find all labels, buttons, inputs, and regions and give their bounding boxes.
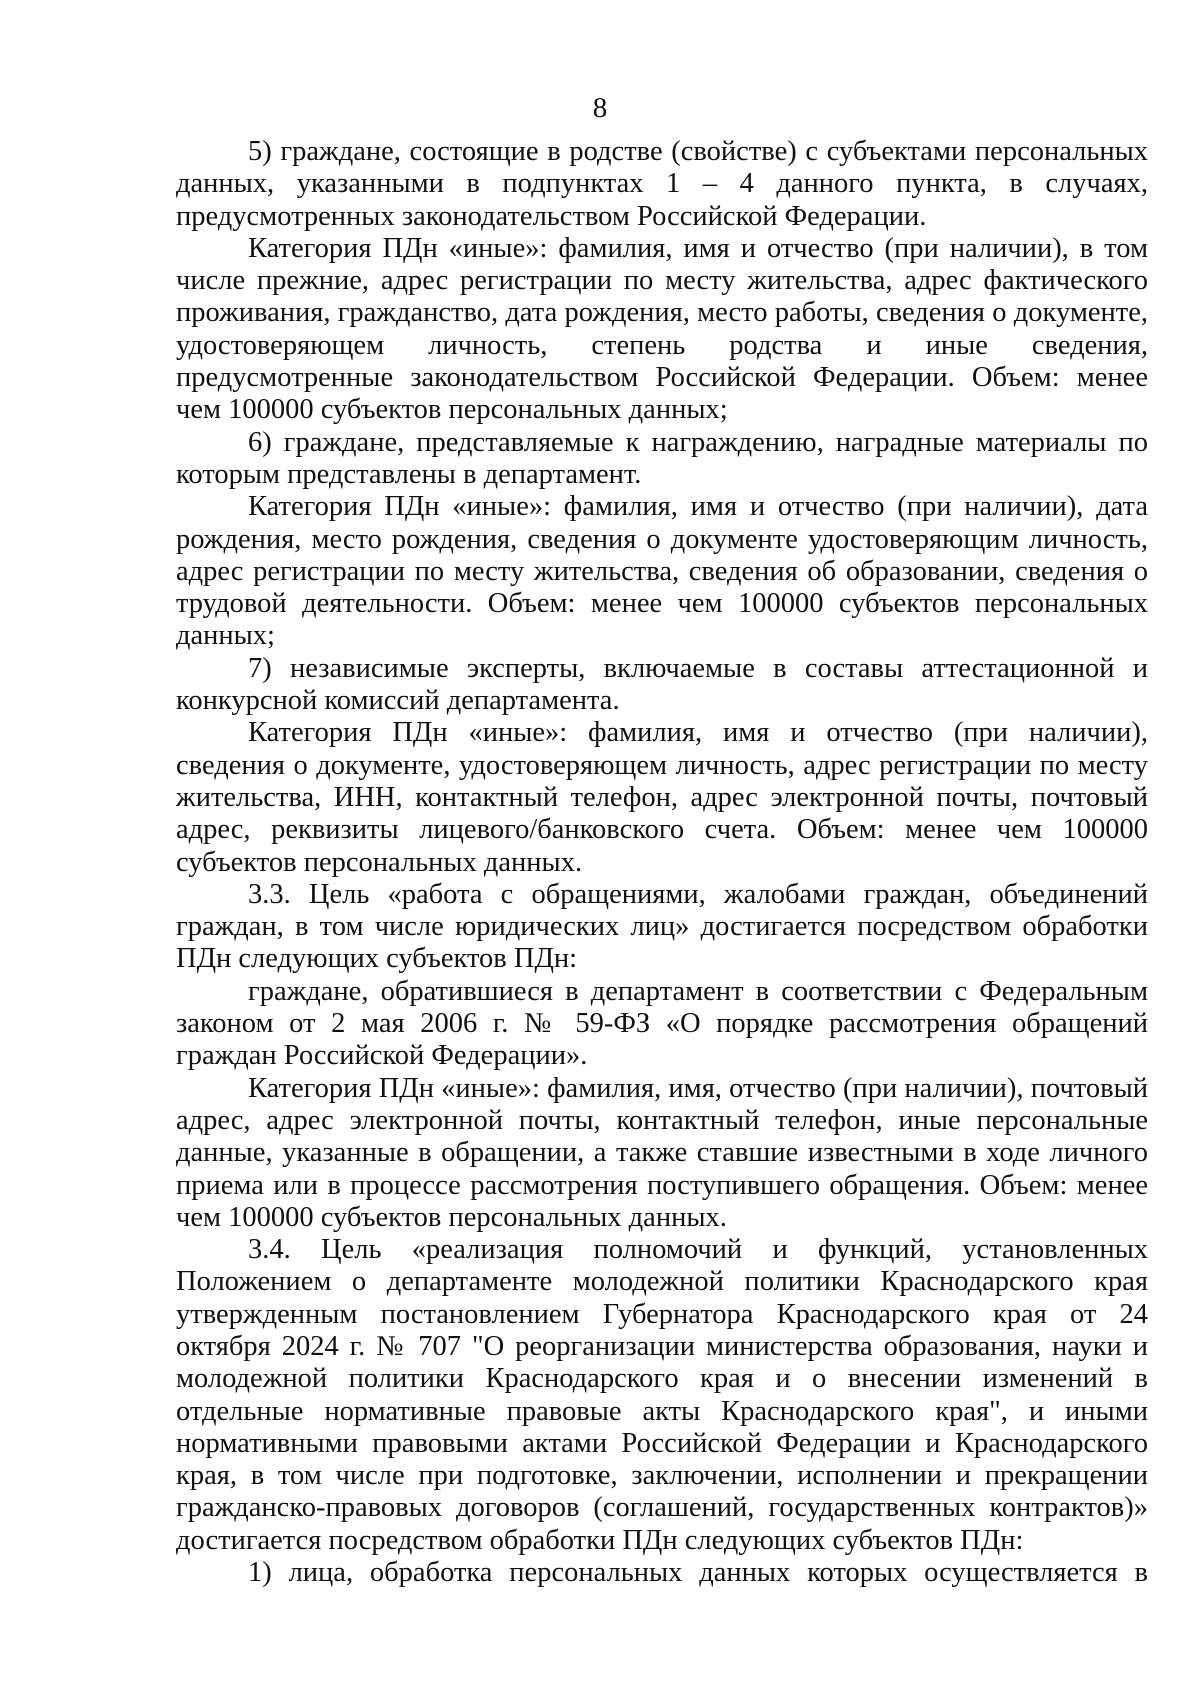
paragraph-section-3-3: 3.3. Цель «работа с обращениями, жалобами граждан, объединений граждан, в том числе юридических лиц» достигается посредством обработки ПДн следующих субъектов ПДн: bbox=[176, 878, 1148, 975]
document-body bbox=[176, 136, 1148, 1589]
paragraph-category-awardees: Категория ПДн «иные»: фамилия, имя и отчество (при наличии), дата рождения, место рождения, сведения о документе удостоверяющим личность, адрес регистрации по месту жительства, сведения об образовании, сведения о трудовой деятельности. Объем: менее чем 100000 субъектов персональных данных; bbox=[176, 491, 1148, 652]
paragraph-item-5-relatives: 5) граждане, состоящие в родстве (свойстве) с субъектами персональных данных, указанными в подпунктах 1 – 4 данного пункта, в случаях, предусмотренных законодательством Российской Федерации. bbox=[176, 136, 1148, 232]
paragraph-item-1-persons: 1) лица, обработка персональных данных которых осуществляется в bbox=[248, 1557, 1148, 1589]
paragraph-category-appeals: Категория ПДн «иные»: фамилия, имя, отчество (при наличии), почтовый адрес, адрес электронной почты, контактный телефон, иные персональные данные, указанные в обращении, а также ставшие известными в ходе личного приема или в процессе рассмотрения поступившего обращения. Объем: менее чем 100000 субъектов персональных данных. bbox=[176, 1072, 1148, 1233]
paragraph-item-6-awardees: 6) граждане, представляемые к награждению, наградные материалы по которым представлены в департамент. bbox=[176, 426, 1148, 490]
paragraph-category-experts: Категория ПДн «иные»: фамилия, имя и отчество (при наличии), сведения о документе, удостоверяющем личность, адрес регистрации по месту жительства, ИНН, контактный телефон, адрес электронной почты, почтовый адрес, реквизиты лицевого/банковского счета. Объем: менее чем 100000 субъектов персональных данных. bbox=[176, 717, 1148, 878]
paragraph-item-7-experts: 7) независимые эксперты, включаемые в составы аттестационной и конкурсной комиссий департамента. bbox=[176, 652, 1148, 717]
paragraph-category-relatives: Категория ПДн «иные»: фамилия, имя и отчество (при наличии), в том числе прежние, адрес регистрации по месту жительства, адрес фактического проживания, гражданство, дата рождения, место работы, сведения о документе, удостоверяющем личность, степень родства и иные сведения, предусмотренные законодательством Российской Федерации. Объем: менее чем 100000 субъектов персональных данных; bbox=[176, 232, 1148, 426]
paragraph-section-3-4: 3.4. Цель «реализация полномочий и функций, установленных Положением о департаменте молодежной политики Краснодарского края утвержденным постановлением Губернатора Краснодарского края от 24 октября 2024 г. № 707 "О реорганизации министерства образования, науки и молодежной политики Краснодарского края и о внесении изменений в отдельные нормативные правовые акты Краснодарского края", и иными нормативными правовыми актами Российской Федерации и Краснодарского края, в том числе при подготовке, заключении, исполнении и прекращении гражданско-правовых договоров (соглашений, государственных контрактов)» достигается посредством обработки ПДн следующих субъектов ПДн: bbox=[176, 1234, 1148, 1556]
page-number: 8 bbox=[592, 92, 608, 124]
paragraph-citizens-appeals: граждане, обратившиеся в департамент в соответствии с Федеральным законом от 2 мая 2006 г. № 59-ФЗ «О порядке рассмотрения обращений граждан Российской Федерации». bbox=[176, 975, 1148, 1072]
